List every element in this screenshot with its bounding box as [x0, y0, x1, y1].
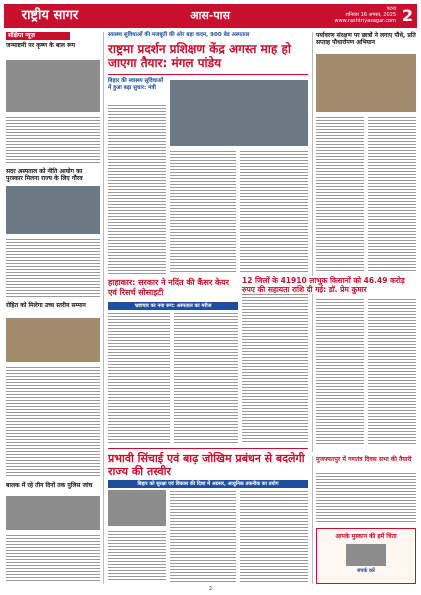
right-headline-low: मुजफ्फरपुर में गणतंत्र दिवस सभा की तैयारी: [316, 456, 412, 463]
section-title: आस-पास: [190, 9, 230, 22]
bottom-body-3: [240, 490, 308, 582]
blue-bar: भ्रष्टाचार का नया रूप: अस्पताल का मरीज: [108, 302, 238, 310]
left-headline-3: रोहित को मिलेगा उच्च स्तरीय सम्मान: [6, 302, 86, 309]
middle-photo: [170, 80, 308, 146]
ad-title: आपके मुस्कान की हमें चिंता: [335, 533, 397, 540]
left-body-3: [6, 366, 100, 478]
bottom-headline: प्रभावी सिंचाई एवं बाढ़ जोखिम प्रबंधन से बदलेगी राज्य की तस्वीर: [108, 452, 305, 478]
left-photo-3: [6, 318, 100, 362]
right-body-5: [316, 472, 416, 524]
left-photo-4: [6, 496, 100, 530]
right-body-3: [316, 298, 364, 444]
news-kicker: संक्षिप्त न्यूज़: [6, 32, 70, 40]
website: www.rashtriyasagar.com: [334, 18, 396, 24]
middle-subheadline: बिहार की स्वास्थ्य सुविधाओं में हुआ बढ़ा सुधार: मंत्री: [108, 78, 164, 91]
column-divider: [103, 32, 104, 584]
ad-contact: संपर्क करें: [357, 568, 375, 574]
date-city: पटना: [386, 6, 396, 12]
top-rule: [108, 74, 308, 75]
date-block: [330, 6, 396, 24]
left-headline-2: सदर अस्पताल को नीति आयोग का पुरस्कार मिलना राज्य के लिए गौरव: [6, 168, 83, 182]
bottom-photo: [108, 490, 166, 526]
page-number: 2: [401, 6, 414, 25]
middle-body-1: [108, 104, 166, 274]
right-headline-mid: 12 जिलों के 41910 लाभुक किसानों को 46.49 करोड़ रुपए की सहायता राशि दी गई: डॉ. प्रेम कुमार: [242, 276, 416, 294]
left-body-4: [6, 534, 100, 582]
column-divider: [312, 32, 313, 452]
right-body-4: [368, 298, 416, 444]
left-headline-1: जन्माष्टमी पर कृष्ण के बाल रूप: [6, 42, 76, 49]
red-headline: हाहाकार: सरकार ने नदिंत की कैंसर केयर एवं रिसर्च सोसाइटी: [108, 278, 230, 297]
left-photo-1: [6, 60, 100, 112]
newspaper-brand: राष्ट्रीय सागर: [21, 8, 79, 23]
middle-body-6: [242, 278, 308, 444]
bottom-strap: बिहार को सुरक्षा एवं विकास की दिशा में अग्रसर, आधुनिक तकनीक का प्रयोग: [108, 480, 308, 488]
bottom-body-1: [108, 530, 166, 582]
advertisement[interactable]: [316, 528, 416, 584]
middle-body-2: [170, 150, 236, 274]
left-headline-4: बालक में रहे तीन दिनों तक पुलिस जांच: [6, 482, 93, 489]
column-divider: [312, 456, 313, 584]
middle-body-3: [240, 150, 308, 274]
middle-body-4: [108, 312, 170, 444]
bottom-body-2: [170, 490, 236, 582]
top-strap: स्वास्थ्य सुविधाओं की मजबूती की ओर बड़ा कदम, 900 बेड अस्पताल: [108, 32, 250, 38]
date-line: शनिवार 16 अगस्त, 2025: [345, 12, 396, 18]
right-headline-top: पर्यावरण संरक्षण पर छात्रों ने लगाए पौधे, प्रति सप्ताह पौधारोपण अभियान: [316, 32, 416, 46]
middle-body-5: [174, 312, 238, 444]
left-body-1: [6, 116, 100, 164]
footer-page-marker: 2: [208, 586, 213, 592]
right-photo-1: [316, 54, 416, 112]
right-body-1: [316, 116, 364, 272]
top-headline: राष्ट्रमा प्रदर्शन प्रशिक्षण केंद्र अगस्त माह हो जाएगा तैयार: मंगल पांडेय: [108, 42, 291, 70]
left-body-2: [6, 238, 100, 298]
right-body-2: [368, 116, 416, 272]
bottom-rule: [108, 448, 308, 449]
left-photo-2: [6, 186, 100, 234]
ad-image: [346, 544, 386, 566]
